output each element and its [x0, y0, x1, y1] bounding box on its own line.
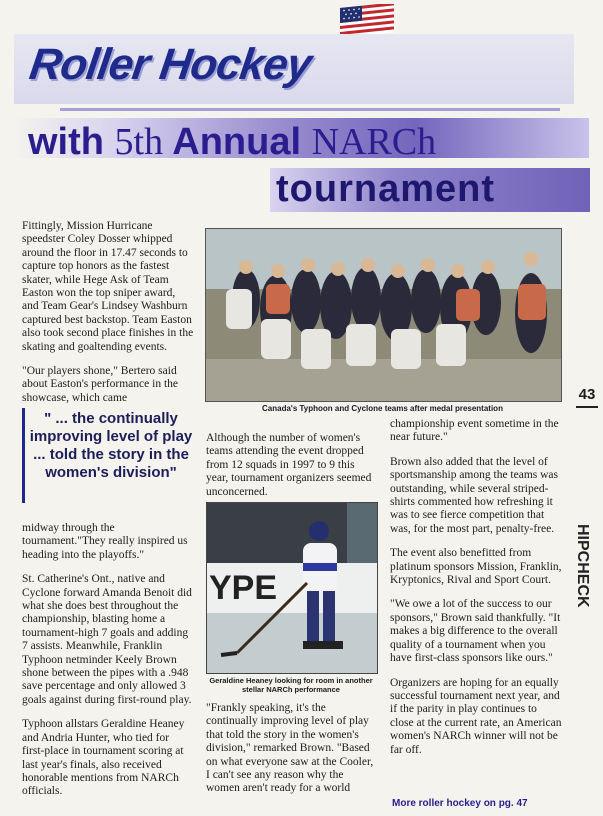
magazine-logo [572, 520, 602, 640]
paragraph: Typhoon allstars Geraldine Heaney and Andria Hunter, who tied for first-place in tournament scoring at last year's finals, also received honorable mentions from NARCh officials. [22, 718, 185, 798]
pull-quote [22, 408, 197, 503]
rink-board-text: YPE [209, 569, 278, 607]
article-column-3 [390, 418, 562, 768]
headline-line-1 [28, 120, 568, 164]
paragraph: The event also benefitted from platinum sponsors Mission, Franklin, Kryptonics, Rival and Sport Court. [390, 547, 562, 587]
player-photo-caption: Geraldine Heaney looking for room in another stellar NARCh performance [209, 676, 373, 694]
paragraph: "Frankly speaking, it's the continually improving level of play that told the story in the women's division," remarked Brown. "Based on what everyone saw at the Cooler, I can't see any reason why the women aren't ready for a world [206, 702, 374, 795]
paragraph: Fittingly, Mission Hurricane speedster Coley Dosser whipped around the floor in 17.47 seconds to capture top honors as the fastest skater, while Hege Ask of Team Easton won the top sniper award, and Team Gear's Lindsey Washburn captured best backstop. Team Easton also took second place finishes in the skating and goaltending events. [22, 220, 194, 353]
headline-annual: Annual [172, 121, 302, 163]
team-photo [205, 228, 562, 402]
headline-with: with [28, 121, 104, 163]
article-column-1-top [22, 220, 194, 416]
pull-quote-text: " ... the continually improving level of play ... told the story in the women's division" [29, 410, 193, 481]
paragraph: "We owe a lot of the success to our sponsors," Brown said thankfully. "It makes a big difference to the overall quality of a tournament when you have first-class sponsors like ours." [390, 598, 561, 665]
article-column-2-top [206, 432, 378, 510]
headline-number: 5th [114, 121, 164, 163]
paragraph: Although the number of women's teams attending the event dropped from 12 squads in 1997 to 9 this year, tournament organizers seemed unconcerned. [206, 432, 372, 498]
headline-narch: NARCh [311, 121, 437, 163]
paragraph: midway through the tournament."They really inspired us heading into the playoffs." [22, 522, 188, 561]
more-link[interactable]: More roller hockey on pg. 47 [392, 798, 528, 809]
magazine-name: HIPCHECK [574, 524, 591, 608]
paragraph: Brown also added that the level of sportsmanship among the teams was outstanding, while several striped-shirts commented how refreshing it was to see fierce competition that was, for the most part, penalty-free. [390, 455, 559, 535]
paragraph: championship event sometime in the near future." [390, 418, 559, 444]
divider [60, 108, 560, 111]
paragraph: "Our players shone," Bertero said about Easton's performance in the showcase, which came [22, 365, 178, 404]
headline-line-2: tournament [276, 168, 495, 210]
article-column-1-bottom [22, 522, 194, 810]
page-number: 43 [578, 386, 596, 403]
section-title: Roller Hockey [26, 40, 314, 89]
article-column-2-bottom [206, 702, 378, 807]
paragraph: St. Catherine's Ont., native and Cyclone forward Amanda Benoit did what she does best throughout the championship, blasting home a tournament-high 7 goals and adding 7 assists. Meanwhile, Franklin Typhoon netminder Keely Brown shone between the pipes with a .948 save percentage and only allowed 3 goals against during first-round play. [22, 573, 192, 706]
paragraph: Organizers are hoping for an equally successful tournament next year, and if the parity in play continues to close at the current rate, an American women's NARCh winner will not be far off. [390, 676, 562, 756]
player-photo [206, 502, 378, 674]
page-number-rule [576, 406, 598, 408]
team-photo-caption: Canada's Typhoon and Cyclone teams after medal presentation [262, 404, 503, 413]
american-flag-icon [340, 4, 394, 38]
